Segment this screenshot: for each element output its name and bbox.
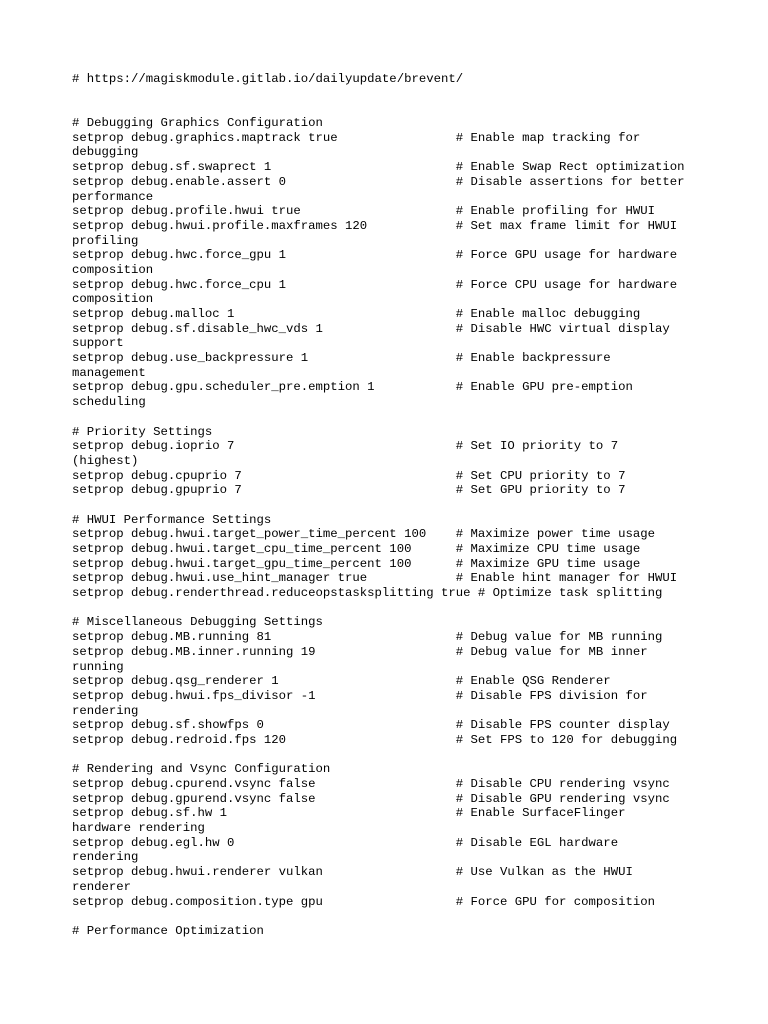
- setprop-line: setprop debug.redroid.fps 120 # Set FPS to 120 for debugging: [72, 732, 678, 747]
- setprop-line: setprop debug.profile.hwui true # Enable profiling for HWUI: [72, 204, 655, 219]
- setprop-line: setprop debug.hwui.use_hint_manager true # Enable hint manager for HWUI: [72, 571, 678, 586]
- setprop-line: setprop debug.hwui.target_gpu_time_percent 100 # Maximize GPU time usage: [72, 556, 641, 571]
- wrapped-text-line: running: [72, 659, 124, 674]
- comment-line: # Performance Optimization: [72, 923, 264, 938]
- wrapped-text-line: rendering: [72, 850, 139, 865]
- setprop-line: setprop debug.hwui.renderer vulkan # Use Vulkan as the HWUI: [72, 865, 633, 880]
- wrapped-text-line: hardware rendering: [72, 821, 205, 836]
- comment-line: # Rendering and Vsync Configuration: [72, 762, 331, 777]
- wrapped-text-line: renderer: [72, 879, 132, 894]
- wrapped-text-line: performance: [72, 189, 154, 204]
- setprop-line: setprop debug.composition.type gpu # Force GPU for composition: [72, 894, 655, 909]
- setprop-line: setprop debug.sf.showfps 0 # Disable FPS counter display: [72, 718, 670, 733]
- blank-line: [72, 410, 732, 425]
- setprop-line: setprop debug.hwui.fps_divisor -1 # Disable FPS division for: [72, 688, 648, 703]
- wrapped-text-line: (highest): [72, 453, 139, 468]
- document-page: [72, 72, 732, 939]
- setprop-line: setprop debug.malloc 1 # Enable malloc debugging: [72, 307, 641, 321]
- blank-line: [72, 498, 732, 513]
- blank-line: [72, 101, 732, 116]
- setprop-line: setprop debug.sf.hw 1 # Enable SurfaceFlinger: [72, 806, 626, 821]
- setprop-line: setprop debug.enable.assert 0 # Disable assertions for better: [72, 174, 685, 189]
- wrapped-text-line: rendering: [72, 703, 139, 718]
- setprop-line: setprop debug.hwui.target_cpu_time_percent 100 # Maximize CPU time usage: [72, 542, 641, 556]
- setprop-line: setprop debug.egl.hw 0 # Disable EGL hardware: [72, 835, 619, 850]
- setprop-line: setprop debug.hwui.profile.maxframes 120 # Set max frame limit for HWUI: [72, 218, 678, 233]
- wrapped-text-line: composition: [72, 262, 154, 277]
- setprop-line: setprop debug.gpuprio 7 # Set GPU priority to 7: [72, 483, 626, 498]
- setprop-line: setprop debug.sf.disable_hwc_vds 1 # Disable HWC virtual display: [72, 321, 670, 336]
- setprop-line: setprop debug.hwc.force_gpu 1 # Force GPU usage for hardware: [72, 248, 678, 263]
- wrapped-text-line: profiling: [72, 233, 139, 248]
- comment-line: # Priority Settings: [72, 424, 213, 439]
- setprop-line: setprop debug.ioprio 7 # Set IO priority to 7: [72, 439, 619, 454]
- setprop-line: setprop debug.sf.swaprect 1 # Enable Swap Rect optimization: [72, 160, 685, 175]
- blank-line: [72, 748, 732, 763]
- setprop-line: setprop debug.MB.running 81 # Debug value for MB running: [72, 630, 663, 645]
- setprop-line: setprop debug.gpu.scheduler_pre.emption 1 # Enable GPU pre-emption: [72, 380, 633, 395]
- blank-line: [72, 601, 732, 616]
- setprop-line: setprop debug.hwc.force_cpu 1 # Force CPU usage for hardware: [72, 277, 678, 292]
- setprop-line: setprop debug.MB.inner.running 19 # Debug value for MB inner: [72, 644, 648, 659]
- setprop-line: setprop debug.gpurend.vsync false # Disable GPU rendering vsync: [72, 791, 670, 806]
- wrapped-text-line: scheduling: [72, 395, 146, 410]
- setprop-line: setprop debug.hwui.target_power_time_percent 100 # Maximize power time usage: [72, 527, 655, 542]
- comment-line: # HWUI Performance Settings: [72, 512, 272, 527]
- wrapped-text-line: debugging: [72, 145, 139, 160]
- wrapped-text-line: composition: [72, 292, 154, 307]
- comment-line: # Miscellaneous Debugging Settings: [72, 615, 323, 630]
- setprop-line: setprop debug.cpurend.vsync false # Disable CPU rendering vsync: [72, 777, 670, 791]
- setprop-line: setprop debug.qsg_renderer 1 # Enable QSG Renderer: [72, 674, 611, 689]
- comment-line: # Debugging Graphics Configuration: [72, 116, 323, 131]
- blank-line: [72, 909, 732, 924]
- setprop-line: setprop debug.use_backpressure 1 # Enable backpressure: [72, 351, 611, 366]
- wrapped-text-line: management: [72, 365, 146, 380]
- comment-line: # https://magiskmodule.gitlab.io/dailyupdate/brevent/: [72, 72, 464, 86]
- wrapped-text-line: support: [72, 336, 124, 351]
- setprop-line: setprop debug.renderthread.reduceopstasksplitting true # Optimize task splitting: [72, 586, 663, 601]
- setprop-line: setprop debug.cpuprio 7 # Set CPU priority to 7: [72, 468, 626, 483]
- blank-line: [72, 87, 732, 102]
- setprop-line: setprop debug.graphics.maptrack true # Enable map tracking for: [72, 130, 641, 145]
